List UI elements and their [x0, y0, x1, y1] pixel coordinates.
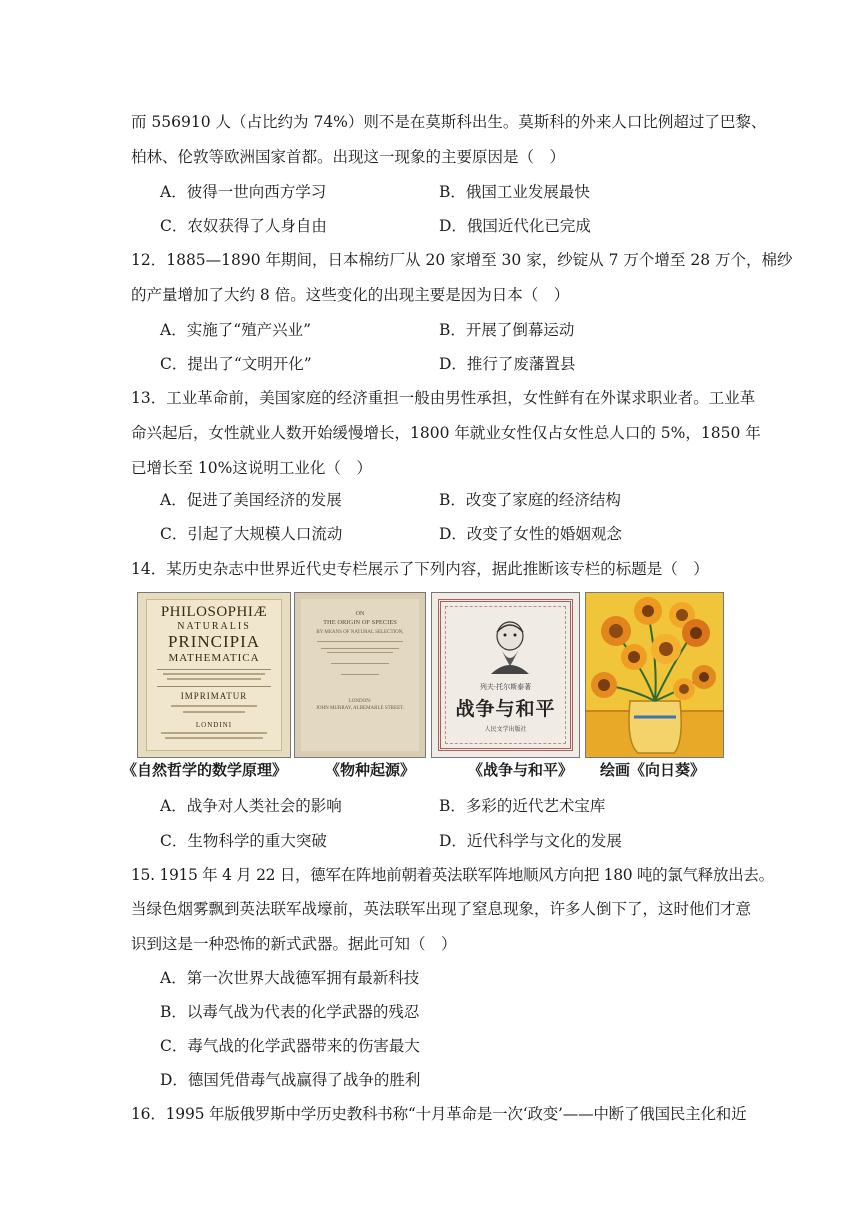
principia-title-2: NATURALIS — [177, 621, 251, 632]
q11-option-a[interactable]: A．彼得一世向西方学习 — [160, 183, 327, 201]
principia-text-block — [157, 669, 271, 687]
sunflowers-painting-image — [585, 592, 724, 758]
principia-title-page-image — [137, 592, 291, 758]
principia-imprimatur: IMPRIMATUR — [180, 691, 248, 701]
caption-sunflowers: 绘画《向日葵》 — [600, 761, 706, 779]
caption-war-and-peace: 《战争与和平》 — [468, 761, 574, 779]
q16-stem-line-1: 16．1995 年版俄罗斯中学历史教科书称“十月革命是一次‘政变’——中断了俄国民主化和近 — [131, 1105, 747, 1123]
q13-stem-line-1: 13．工业革命前，美国家庭的经济重担一般由男性承担，女性鲜有在外谋求职业者。工业革 — [131, 389, 756, 407]
q14-option-b[interactable]: B．多彩的近代艺术宝库 — [439, 797, 606, 815]
origin-title-2: THE ORIGIN OF SPECIES — [323, 619, 397, 626]
q14-option-a[interactable]: A．战争对人类社会的影响 — [160, 797, 342, 815]
origin-title-3: BY MEANS OF NATURAL SELECTION, — [316, 630, 404, 635]
q14-option-c[interactable]: C．生物科学的重大突破 — [160, 832, 327, 850]
q11-option-c[interactable]: C．农奴获得了人身自由 — [160, 217, 327, 235]
q12-option-c[interactable]: C．提出了“文明开化” — [160, 355, 312, 373]
origin-publisher: JOHN MURRAY, ALBEMARLE STREET. — [315, 706, 405, 711]
origin-title-1: ON — [355, 611, 365, 617]
q15-stem-line-3: 识到这是一种恐怖的新式武器。据此可知（ ） — [131, 935, 457, 953]
war-publisher: 人民文学出版社 — [484, 726, 527, 733]
principia-title-1: PHILOSOPHIÆ — [160, 604, 268, 620]
q11-stem-line-1: 而 556910 人（占比约为 74%）则不是在莫斯科出生。莫斯科的外来人口比例超过了巴黎、 — [131, 113, 767, 131]
q12-stem-line-1: 12．1885—1890 年期间，日本棉纺厂从 20 家增至 30 家，纱锭从 7 万个增至 28 万个，棉纱 — [131, 251, 793, 269]
q15-option-a[interactable]: A．第一次世界大战德军拥有最新科技 — [160, 969, 420, 987]
q13-option-d[interactable]: D．改变了女性的婚姻观念 — [439, 525, 622, 543]
origin-london: LONDON: — [348, 699, 372, 704]
q12-stem-line-2: 的产量增加了大约 8 倍。这些变化的出现主要是因为日本（ ） — [131, 286, 570, 304]
war-author: 列夫·托尔斯泰著 — [479, 683, 532, 691]
tolstoy-portrait-icon — [485, 618, 535, 674]
q12-option-d[interactable]: D．推行了废藩置县 — [439, 355, 576, 373]
principia-londini: LONDINI — [195, 721, 233, 729]
q11-option-b[interactable]: B．俄国工业发展最快 — [439, 183, 590, 201]
q14-stem-line-1: 14．某历史杂志中世界近代史专栏展示了下列内容，据此推断该专栏的标题是（ ） — [131, 560, 709, 578]
war-and-peace-cover-image — [431, 592, 580, 758]
q15-stem-line-2: 当绿色烟雾飘到英法联军战壕前，英法联军出现了窒息现象，许多人倒下了，这时他们才意 — [131, 900, 752, 918]
q12-option-a[interactable]: A．实施了“殖产兴业” — [160, 321, 312, 339]
q11-stem-line-2: 柏林、伦敦等欧洲国家首都。出现这一现象的主要原因是（ ） — [131, 148, 566, 166]
q11-option-d[interactable]: D．俄国近代化已完成 — [439, 217, 591, 235]
sunflowers-icon — [586, 593, 723, 757]
q13-stem-line-2: 命兴起后，女性就业人数开始缓慢增长，1800 年就业女性仅占女性总人口的 5%，1850 年 — [131, 424, 761, 442]
q13-option-a[interactable]: A．促进了美国经济的发展 — [160, 491, 342, 509]
caption-principia: 《自然哲学的数学原理》 — [122, 761, 288, 779]
q13-option-b[interactable]: B．改变了家庭的经济结构 — [439, 491, 621, 509]
principia-title-3: PRINCIPIA — [167, 632, 261, 651]
war-title: 战争与和平 — [455, 698, 556, 720]
q12-option-b[interactable]: B．开展了倒幕运动 — [439, 321, 575, 339]
principia-title-4: MATHEMATICA — [168, 652, 260, 664]
q14-option-d[interactable]: D．近代科学与文化的发展 — [439, 832, 622, 850]
origin-of-species-title-page-image — [294, 592, 426, 758]
q13-option-c[interactable]: C．引起了大规模人口流动 — [160, 525, 343, 543]
q15-option-c[interactable]: C．毒气战的化学武器带来的伤害最大 — [160, 1037, 420, 1055]
q13-stem-line-3: 已增长至 10%这说明工业化（ ） — [131, 459, 372, 477]
q15-stem-line-1: 15. 1915 年 4 月 22 日，德军在阵地前朝着英法联军阵地顺风方向把 180 吨的氯气释放出去。 — [131, 866, 774, 884]
q15-option-b[interactable]: B．以毒气战为代表的化学武器的残忍 — [160, 1003, 420, 1021]
q15-option-d[interactable]: D．德国凭借毒气战赢得了战争的胜利 — [160, 1071, 421, 1089]
caption-origin-of-species: 《物种起源》 — [325, 761, 416, 779]
